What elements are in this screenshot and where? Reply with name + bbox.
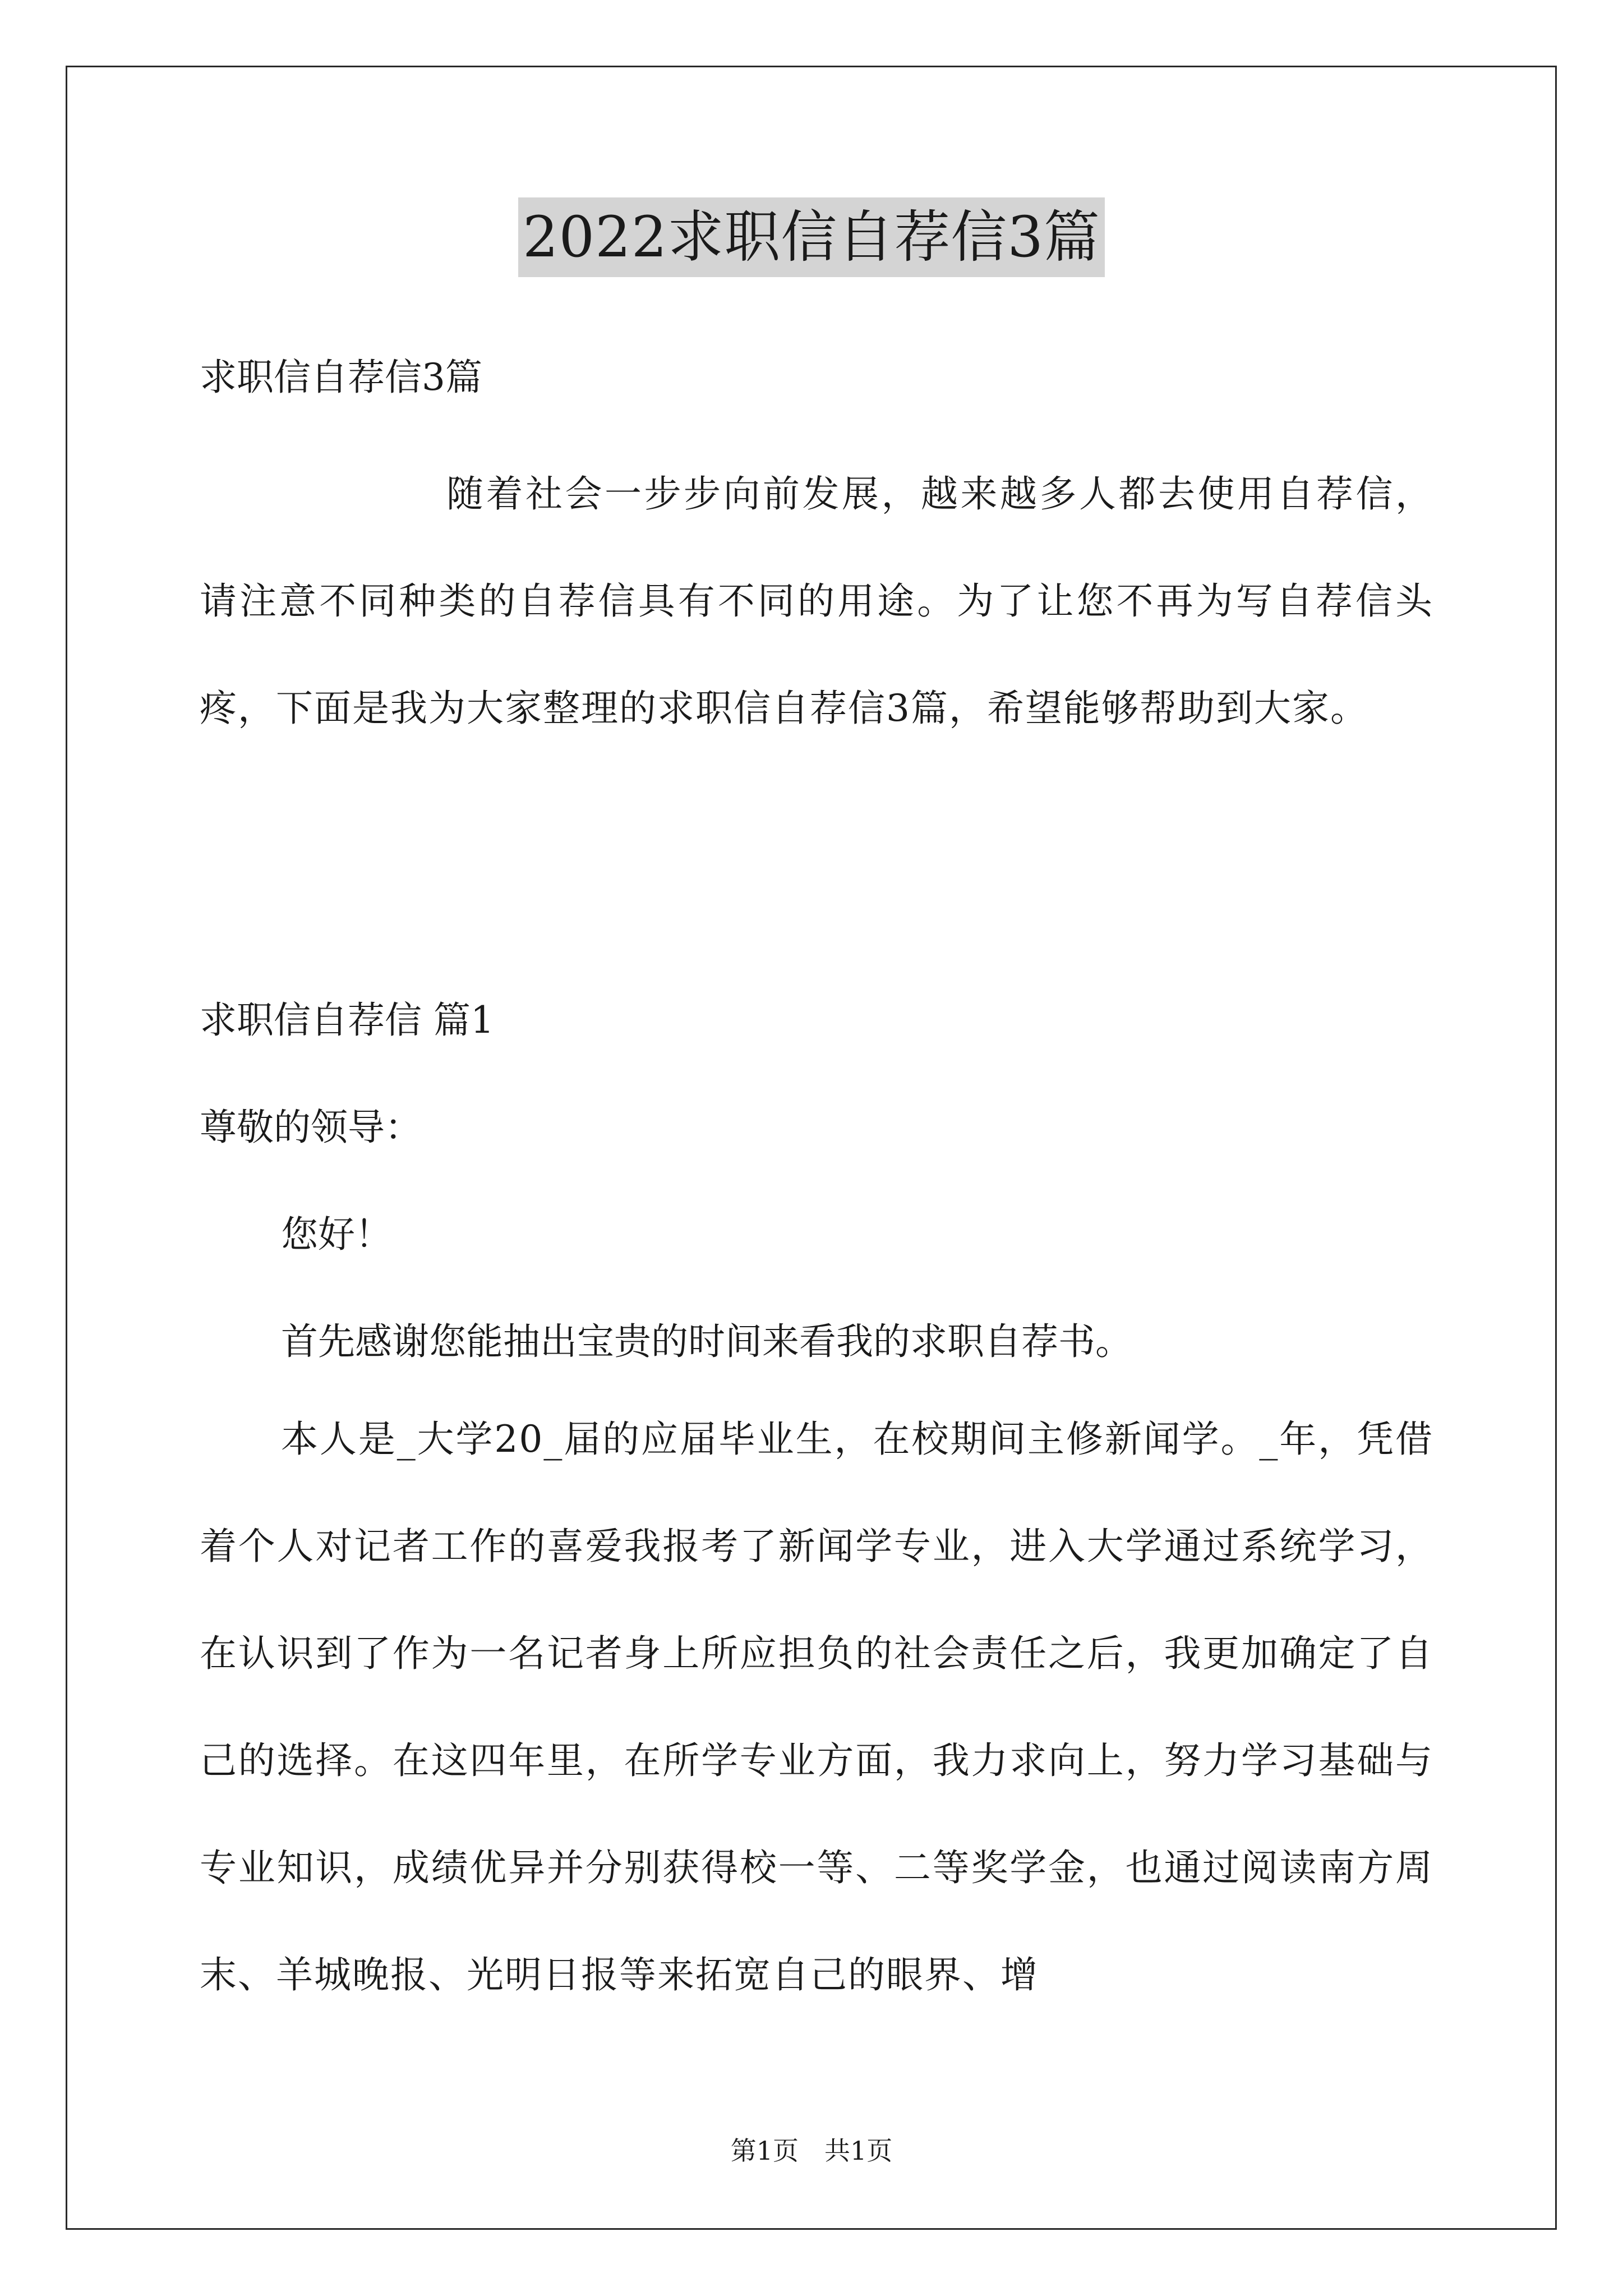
- document-title: 2022求职信自荐信3篇: [518, 197, 1105, 277]
- section-heading: 求职信自荐信 篇1: [200, 999, 494, 1042]
- thanks-line: 首先感谢您能抽出宝贵的时间来看我的求职自荐书。: [281, 1320, 1132, 1363]
- title-container: [0, 197, 1623, 277]
- page-footer: 第1页 共1页: [730, 2136, 893, 2166]
- intro-paragraph: 随着社会一步步向前发展，越来越多人都去使用自荐信，请注意不同种类的自荐信具有不同的用途。为了让您不再为写自荐信头疼，下面是我为大家整理的求职信自荐信3篇，希望能够帮助到大家。: [200, 472, 1433, 730]
- greeting: 您好！: [281, 1213, 392, 1256]
- body-paragraph: 本人是_大学20_届的应届毕业生，在校期间主修新闻学。_年，凭借着个人对记者工作的喜爱我报考了新闻学专业，进入大学通过系统学习，在认识到了作为一名记者身上所应担负的社会责任之后，我更加确定了自己的选择。在这四年里，在所学专业方面，我力求向上，努力学习基础与专业知识，成绩优异并分别获得校一等、二等奖学金，也通过阅读南方周末、羊城晚报、光明日报等来拓宽自己的眼界、增: [200, 1418, 1433, 1996]
- document-subtitle: 求职信自荐信3篇: [200, 356, 482, 399]
- salutation: 尊敬的领导：: [200, 1106, 422, 1149]
